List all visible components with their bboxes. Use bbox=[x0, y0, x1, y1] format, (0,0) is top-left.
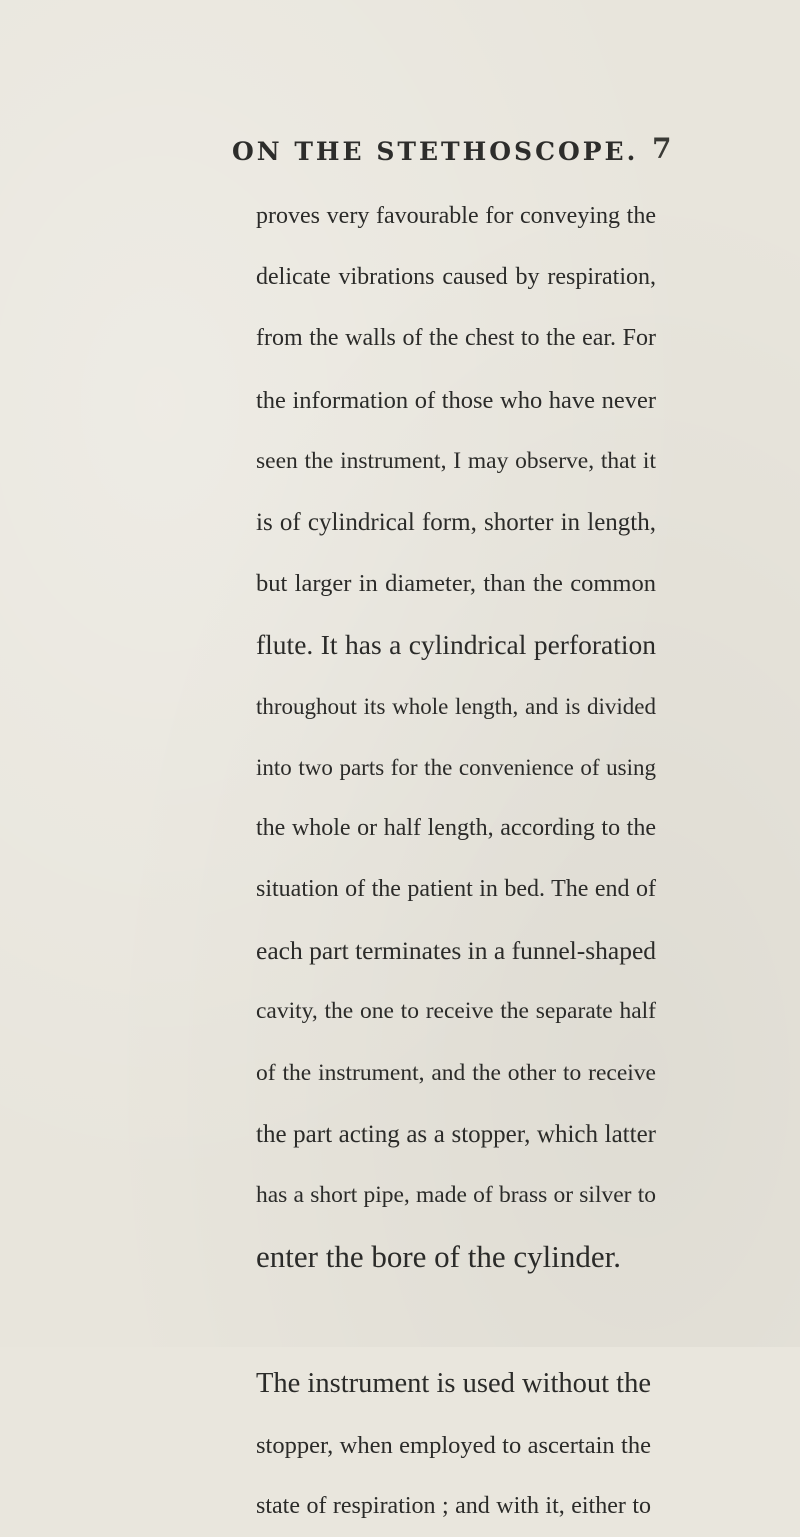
text-line: into two parts for the convenience of using bbox=[256, 754, 656, 780]
text-line: is of cylindrical form, shorter in length, bbox=[256, 508, 656, 536]
text-line: but larger in diameter, than the common bbox=[256, 570, 656, 598]
text-line: has a short pipe, made of brass or silver to bbox=[256, 1182, 656, 1208]
paragraph-1 bbox=[256, 186, 656, 1287]
text-line: cavity, the one to receive the separate half bbox=[256, 998, 656, 1025]
text-line: delicate vibrations caused by respiration, bbox=[256, 264, 656, 291]
text-line: enter the bore of the cylinder. bbox=[256, 1239, 621, 1275]
text-line: throughout its whole length, and is divided bbox=[256, 693, 656, 719]
text-line: proves very favourable for conveying the bbox=[256, 203, 656, 229]
text-line: situation of the patient in bed. The end of bbox=[256, 876, 656, 903]
text-line: seen the instrument, I may observe, that it bbox=[256, 447, 656, 474]
text-line: from the walls of the chest to the ear. For bbox=[256, 325, 656, 352]
text-line: The instrument is used without the bbox=[256, 1368, 651, 1400]
paragraph-2 bbox=[256, 1353, 656, 1537]
running-head: ON THE STETHOSCOPE. bbox=[232, 137, 639, 166]
text-line: each part terminates in a funnel-shaped bbox=[256, 936, 656, 966]
text-line: stopper, when employed to ascertain the bbox=[256, 1431, 651, 1459]
text-line: state of respiration ; and with it, either to bbox=[256, 1492, 651, 1519]
body-text bbox=[256, 186, 656, 1537]
text-line: the whole or half length, according to the bbox=[256, 814, 656, 841]
text-line: the information of those who have never bbox=[256, 386, 656, 414]
text-line: of the instrument, and the other to receive bbox=[256, 1059, 656, 1086]
paragraph-spacer bbox=[256, 1287, 656, 1353]
page-number: 7 bbox=[652, 132, 672, 165]
text-line: the part acting as a stopper, which latter bbox=[256, 1120, 656, 1148]
text-line: flute. It has a cylindrical perforation bbox=[256, 629, 656, 661]
